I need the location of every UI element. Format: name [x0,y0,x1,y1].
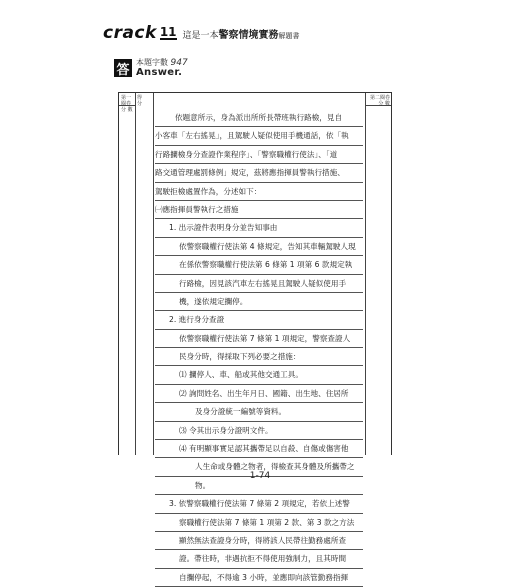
book-header [103,24,300,42]
answer-line: ⑷ 有明顯事實足認其攜帶足以自殺、自傷或傷害他 [155,440,363,458]
score-label: 得 分 [137,95,143,107]
margin-rule [153,93,154,455]
second-grader-score-label: 第二閱卷 分 數 [369,95,390,107]
answer-line: 1. 出示證件表明身分並告知事由 [155,219,363,237]
crack-logo: crack [103,23,157,43]
answer-heading [114,58,188,78]
answer-line: 路交通管理處罰條例」規定，茲將應指揮員警執行措施、 [155,164,363,182]
answer-line: 行路攔檢身分查證作業程序」、「警察職權行使法」、「道 [155,146,363,164]
word-count: 本題字數 947 [136,58,188,68]
book-tagline: 這是一本警察情境實務解題書 [182,29,300,41]
answer-icon: 答 [114,59,132,77]
answer-line: 在係依警察職權行使法第 6 條第 1 項第 6 款規定執 [155,256,363,274]
answer-line: 察職權行使法第 7 條第 1 項第 2 款、第 3 款之方法 [155,514,363,532]
answer-line: 自攔停起，不得逾 3 小時，並應即向該管勤務指揮 [155,569,363,587]
answer-label: Answer. [136,67,183,78]
answer-line: ⑴ 攔停人、車、船或其他交通工具。 [155,366,363,384]
answer-line: 2. 進行身分查證 [155,311,363,329]
answer-line: 顯然無法查證身分時，得將該人民帶往勤務處所查 [155,532,363,550]
answer-line: 及身分證統一編號等資料。 [155,403,363,421]
logo-number: 11 [159,24,177,39]
answer-line: 證。帶往時，非遇抗拒不得使用強制力，且其時間 [155,550,363,568]
answer-line: 依警察職權行使法第 4 條規定，告知其車輛駕駛人現 [155,238,363,256]
answer-line: 駕駛拒檢處置作為，分述如下： [155,183,363,201]
answer-line: 小客車「左右搖晃」，且駕駛人疑似使用手機通話，依「執 [155,127,363,145]
word-count-value: 947 [170,58,188,68]
answer-line: 民身分時，得採取下列必要之措施： [155,348,363,366]
first-grader-score-label: 第一閱卷 分 數 [121,95,133,113]
answer-line: 3. 依警察職權行使法第 7 條第 2 項規定，若依上述警 [155,495,363,513]
page-number: 1-74 [249,471,271,481]
answer-line: 依題意所示，身為派出所所長帶班執行路檢，見自 [155,109,363,127]
answer-line: 人生命或身體之物者，得檢查其身體及所攜帶之 [155,458,363,476]
answer-line: 機，遂依規定攔停。 [155,293,363,311]
answer-line: 物。 [155,477,363,495]
answer-line: 行路檢，因見該汽車左右搖晃且駕駛人疑似使用手 [155,275,363,293]
answer-line: ㈠應指揮員警執行之措施 [155,201,363,219]
margin-rule [365,93,366,455]
answer-line: ⑵ 詢問姓名、出生年月日、國籍、出生地、住居所 [155,385,363,403]
answer-line: ⑶ 令其出示身分證明文件。 [155,422,363,440]
answer-line: 依警察職權行使法第 7 條第 1 項規定，警察查證人 [155,330,363,348]
margin-rule [135,93,136,455]
answer-text-lines [155,109,363,587]
